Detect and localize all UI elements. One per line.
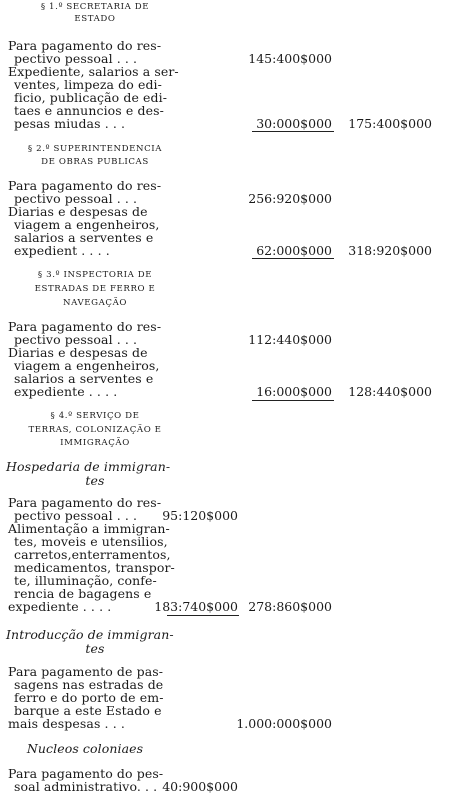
rule	[252, 400, 334, 401]
text-line: ventes, limpeza do edi-	[14, 77, 162, 92]
text-line: rencia de bagagens e	[14, 586, 152, 601]
text-line: salarios a serventes e	[14, 371, 154, 386]
text-line: pectivo pessoal . . .	[14, 332, 138, 347]
amount: 256:920$000	[248, 191, 332, 206]
section-4-heading-cont: IMMIGRAÇÃO	[60, 438, 130, 448]
text-line: tes, moveis e utensilios,	[14, 534, 168, 549]
subsection-title: Nucleos coloniaes	[26, 741, 144, 756]
amount: 30:000$000	[256, 116, 332, 131]
section-total: 175:400$000	[348, 116, 432, 131]
amount: 95:120$000	[162, 508, 238, 523]
text-line: Para pagamento do res-	[8, 178, 162, 193]
section-2-heading-cont: DE OBRAS PUBLICAS	[41, 157, 149, 167]
text-line: pectivo pessoal . . .	[14, 51, 138, 66]
text-line: Diarias e despesas de	[8, 345, 148, 360]
section-total: 128:440$000	[348, 384, 432, 399]
text-line: te, illuminação, confe-	[14, 573, 157, 588]
text-line: Alimentação a immigran-	[8, 521, 170, 536]
amount: 62:000$000	[256, 243, 332, 258]
text-line: mais despesas . . .	[8, 716, 125, 731]
section-total: 318:920$000	[348, 243, 432, 258]
text-line: Para pagamento do res-	[8, 38, 162, 53]
section-3-heading: § 3.º INSPECTORIA DE	[37, 270, 153, 280]
text-line: sagens nas estradas de	[14, 677, 164, 692]
text-line: expediente . . . .	[8, 599, 112, 614]
amount: 16:000$000	[256, 384, 332, 399]
text-line: Para pagamento do res-	[8, 319, 162, 334]
text-line: taes e annuncios e des-	[14, 103, 164, 118]
text-line: ficio, publicação de edi-	[14, 90, 168, 105]
amount: 40:900$000	[162, 779, 238, 794]
section-2-heading: § 2.º SUPERINTENDENCIA	[27, 144, 163, 154]
amount: 183:740$000	[154, 599, 238, 614]
text-line: ferro e do porto de em-	[14, 690, 164, 705]
subsection-total: 278:860$000	[248, 599, 332, 614]
section-4-heading-cont: TERRAS, COLONIZAÇÃO E	[28, 425, 162, 435]
subsection-title: Hospedaria de immigran-	[6, 459, 171, 474]
subsection-title-cont: tes	[85, 641, 105, 656]
text-line: carretos,enterramentos,	[14, 547, 171, 562]
text-line: Expediente, salarios a ser-	[8, 64, 179, 79]
amount: 145:400$000	[248, 51, 332, 66]
text-line: pectivo pessoal . . .	[14, 508, 138, 523]
text-line: viagem a engenheiros,	[14, 358, 160, 373]
subsection-title: Introducção de immigran-	[6, 627, 174, 642]
section-4-heading: § 4.º SERVIÇO DE	[50, 411, 140, 421]
text-line: barque a este Estado e	[14, 703, 162, 718]
subsection-total: 1.000:000$000	[236, 716, 332, 731]
text-line: Para pagamento do pes-	[8, 766, 164, 781]
text-line: expedient . . . .	[14, 243, 110, 258]
text-line: Diarias e despesas de	[8, 204, 148, 219]
text-line: viagem a engenheiros,	[14, 217, 160, 232]
text-line: Para pagamento do res-	[8, 495, 162, 510]
section-1-heading: § 1.º SECRETARIA DE	[40, 2, 150, 12]
rule	[252, 131, 334, 132]
subsection-title-cont: tes	[85, 473, 105, 488]
text-line: pectivo pessoal . . .	[14, 191, 138, 206]
section-3-heading-cont: ESTRADAS DE FERRO E	[34, 284, 156, 294]
text-line: Para pagamento de pas-	[8, 664, 164, 679]
text-line: expediente . . . .	[14, 384, 118, 399]
text-line: soal administrativo. . .	[14, 779, 158, 794]
section-1-heading-cont: ESTADO	[74, 14, 116, 24]
rule	[167, 615, 239, 616]
amount: 112:440$000	[248, 332, 332, 347]
text-line: pesas miudas . . .	[14, 116, 126, 131]
section-3-heading-cont: NAVEGAÇÃO	[62, 298, 128, 308]
text-line: salarios a serventes e	[14, 230, 154, 245]
rule	[252, 258, 334, 259]
text-line: medicamentos, transpor-	[14, 560, 175, 575]
